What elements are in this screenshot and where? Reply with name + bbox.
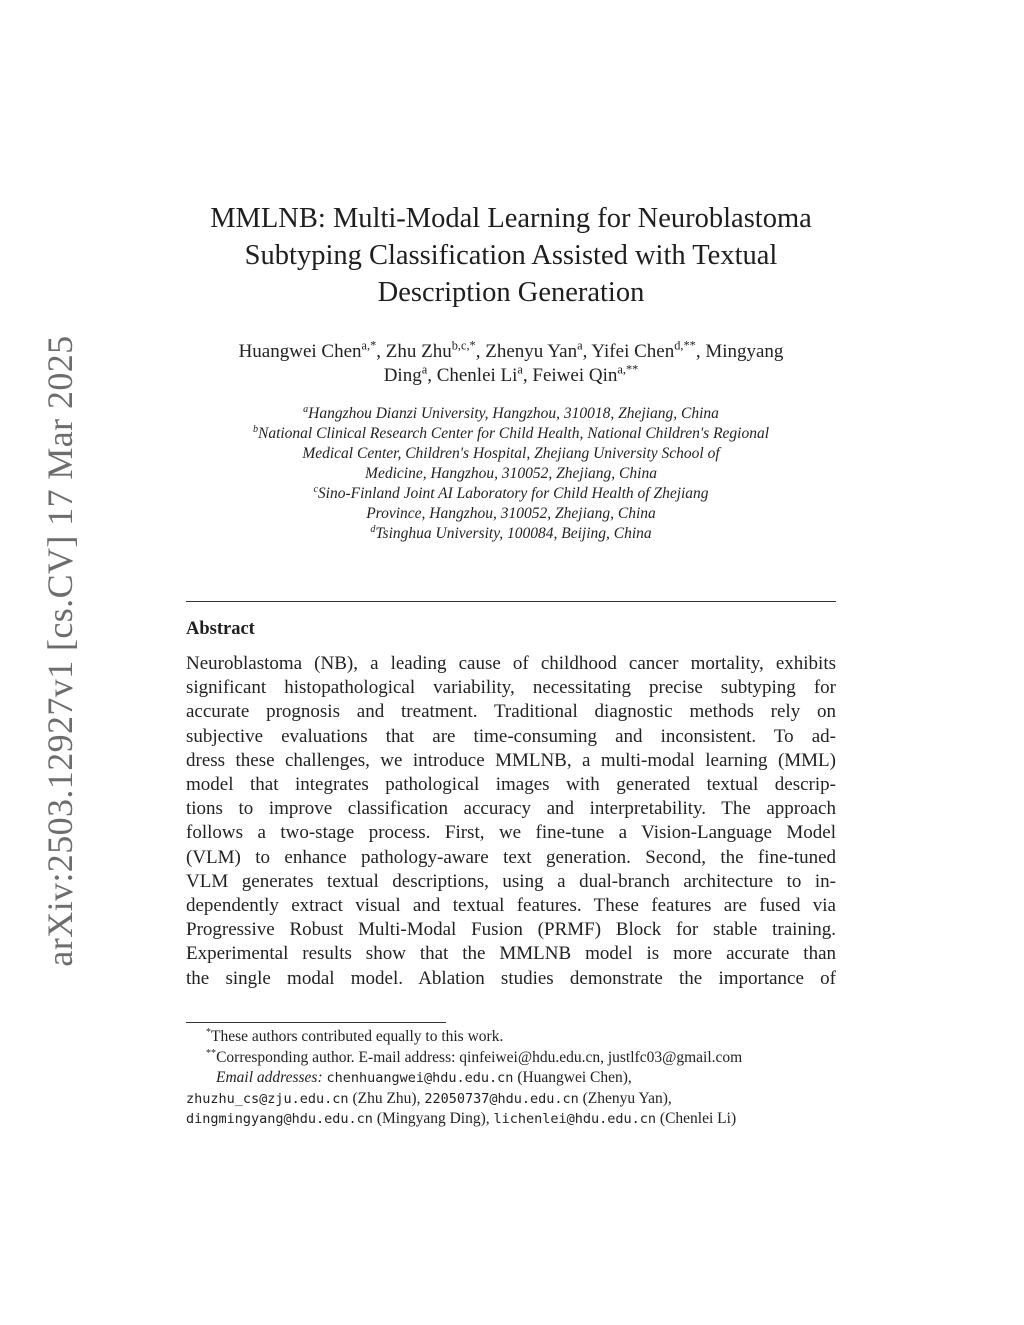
email-link[interactable]: zhuzhu_cs@zju.edu.cn xyxy=(186,1090,349,1107)
affiliation-mark: c xyxy=(313,483,318,495)
affiliation-text: Tsinghua University, 100084, Beijing, China xyxy=(375,525,652,542)
author-affiliation-mark: a,* xyxy=(361,338,377,353)
footnote-emails-line xyxy=(186,1109,836,1130)
abstract-line: accurate prognosis and treatment. Traditional diagnostic methods rely on xyxy=(186,701,836,723)
author-name: Huangwei Chen xyxy=(238,341,362,362)
abstract-line: dress these challenges, we introduce MMLNB, a multi-modal learning (MML) xyxy=(186,749,836,771)
author-name: Chenlei Li xyxy=(436,365,518,386)
author-name: Feiwei Qin xyxy=(532,365,618,386)
footnotes xyxy=(186,1027,836,1130)
abstract-line: model that integrates pathological images with generated textual descrip- xyxy=(186,774,836,796)
author-name: Yifei Chen xyxy=(591,341,675,362)
author-affiliation-mark: a xyxy=(421,362,428,377)
affiliation-text: Medicine, Hangzhou, 310052, Zhejiang, China xyxy=(365,465,657,482)
abstract-body xyxy=(186,652,836,991)
abstract-heading: Abstract xyxy=(186,619,255,639)
abstract-line: the single modal model. Ablation studies demonstrate the importance of xyxy=(186,967,836,989)
affiliation-line xyxy=(186,424,836,444)
email-link[interactable]: dingmingyang@hdu.edu.cn xyxy=(186,1111,373,1127)
email-owner: (Huangwei Chen), xyxy=(513,1069,632,1086)
abstract-line: VLM generates textual descriptions, using a dual-branch architecture to in- xyxy=(186,870,836,892)
abstract-line: subjective evaluations that are time-consuming and inconsistent. To ad- xyxy=(186,725,836,747)
title-line: Subtyping Classification Assisted with Textual xyxy=(244,240,778,271)
author-separator: , Mingyang xyxy=(695,341,784,362)
affiliation-line xyxy=(186,404,836,424)
author-affiliation-mark: a xyxy=(517,362,523,377)
arxiv-identifier-stamp: arXiv:2503.12927v1 [cs.CV] 17 Mar 2025 xyxy=(40,335,80,967)
author-name: Zhu Zhu xyxy=(385,341,452,362)
footnote-mark: * xyxy=(206,1026,212,1038)
affiliation-text: Hangzhou Dianzi University, Hangzhou, 310018, Zhejiang, China xyxy=(308,405,719,422)
affiliation-text: National Clinical Research Center for Child Health, National Children's Regional xyxy=(257,425,770,442)
affiliation-line xyxy=(186,464,836,484)
footnote-text: These authors contributed equally to this work. xyxy=(211,1028,504,1045)
affiliation-line xyxy=(186,524,836,544)
abstract-line: dependently extract visual and textual features. These features are fused via xyxy=(186,895,836,917)
author-name: Zhenyu Yan xyxy=(485,341,578,362)
author-separator: , xyxy=(376,341,386,362)
abstract-line: Experimental results show that the MMLNB model is more accurate than xyxy=(186,943,836,965)
author-affiliation-mark: a,** xyxy=(617,362,639,377)
affiliation-mark: b xyxy=(252,423,258,435)
affiliation-line xyxy=(186,504,836,524)
author-affiliation-mark: d,** xyxy=(674,338,696,353)
author-line xyxy=(186,364,836,388)
affiliation-text: Medical Center, Children's Hospital, Zhejiang University School of xyxy=(302,445,720,462)
affiliation-mark: a xyxy=(303,403,309,415)
email-owner: (Zhu Zhu), xyxy=(348,1089,425,1107)
author-affiliation-mark: b,c,* xyxy=(451,338,476,353)
author-name: Ding xyxy=(383,365,422,386)
affiliation-text: Province, Hangzhou, 310052, Zhejiang, China xyxy=(366,505,656,522)
affiliation-text: Sino-Finland Joint AI Laboratory for Child Health of Zhejiang xyxy=(317,485,709,502)
footnote-equal-contribution xyxy=(186,1027,836,1048)
footnote-rule xyxy=(186,1022,446,1023)
abstract-line: tions to improve classification accuracy and interpretability. The approach xyxy=(186,798,836,820)
footnote-mark: ** xyxy=(206,1047,217,1059)
author-separator: , xyxy=(475,341,486,362)
abstract-line: follows a two-stage process. First, we fine-tune a Vision-Language Model xyxy=(186,822,836,844)
footnote-corresponding-author xyxy=(186,1048,836,1069)
author-affiliation-mark: a xyxy=(577,338,583,353)
abstract-top-rule xyxy=(186,601,836,602)
title-line: MMLNB: Multi-Modal Learning for Neuroblastoma xyxy=(210,203,812,234)
email-link[interactable]: chenhuangwei@hdu.edu.cn xyxy=(326,1070,514,1086)
affiliation-line xyxy=(186,444,836,464)
email-link[interactable]: lichenlei@hdu.edu.cn xyxy=(493,1111,657,1127)
abstract-line: (VLM) to enhance pathology-aware text generation. Second, the fine-tuned xyxy=(186,846,836,868)
email-owner: (Chenlei Li) xyxy=(656,1110,737,1127)
author-list xyxy=(186,340,836,388)
paper-title xyxy=(186,200,836,311)
affiliation-line xyxy=(186,484,836,504)
email-link[interactable]: 22050737@hdu.edu.cn xyxy=(424,1090,579,1107)
affiliation-list xyxy=(186,404,836,544)
abstract-line: significant histopathological variability, necessitating precise subtyping for xyxy=(186,677,836,699)
author-separator: , xyxy=(522,365,533,386)
author-separator: , xyxy=(427,365,437,386)
email-label: Email addresses: xyxy=(216,1069,323,1086)
email-owner: (Zhenyu Yan), xyxy=(578,1089,672,1107)
abstract-line: Progressive Robust Multi-Modal Fusion (PRMF) Block for stable training. xyxy=(186,919,836,941)
affiliation-mark: d xyxy=(370,523,376,535)
footnote-emails-line xyxy=(186,1068,836,1089)
author-separator: , xyxy=(582,341,592,362)
author-line xyxy=(186,340,836,364)
email-owner: (Mingyang Ding), xyxy=(372,1110,494,1127)
abstract-line: Neuroblastoma (NB), a leading cause of childhood cancer mortality, exhibits xyxy=(186,653,836,674)
footnote-emails-line xyxy=(186,1089,836,1110)
footnote-text: Corresponding author. E-mail address: qinfeiwei@hdu.edu.cn, justlfc03@gmail.com xyxy=(216,1048,743,1066)
title-line: Description Generation xyxy=(377,277,645,308)
